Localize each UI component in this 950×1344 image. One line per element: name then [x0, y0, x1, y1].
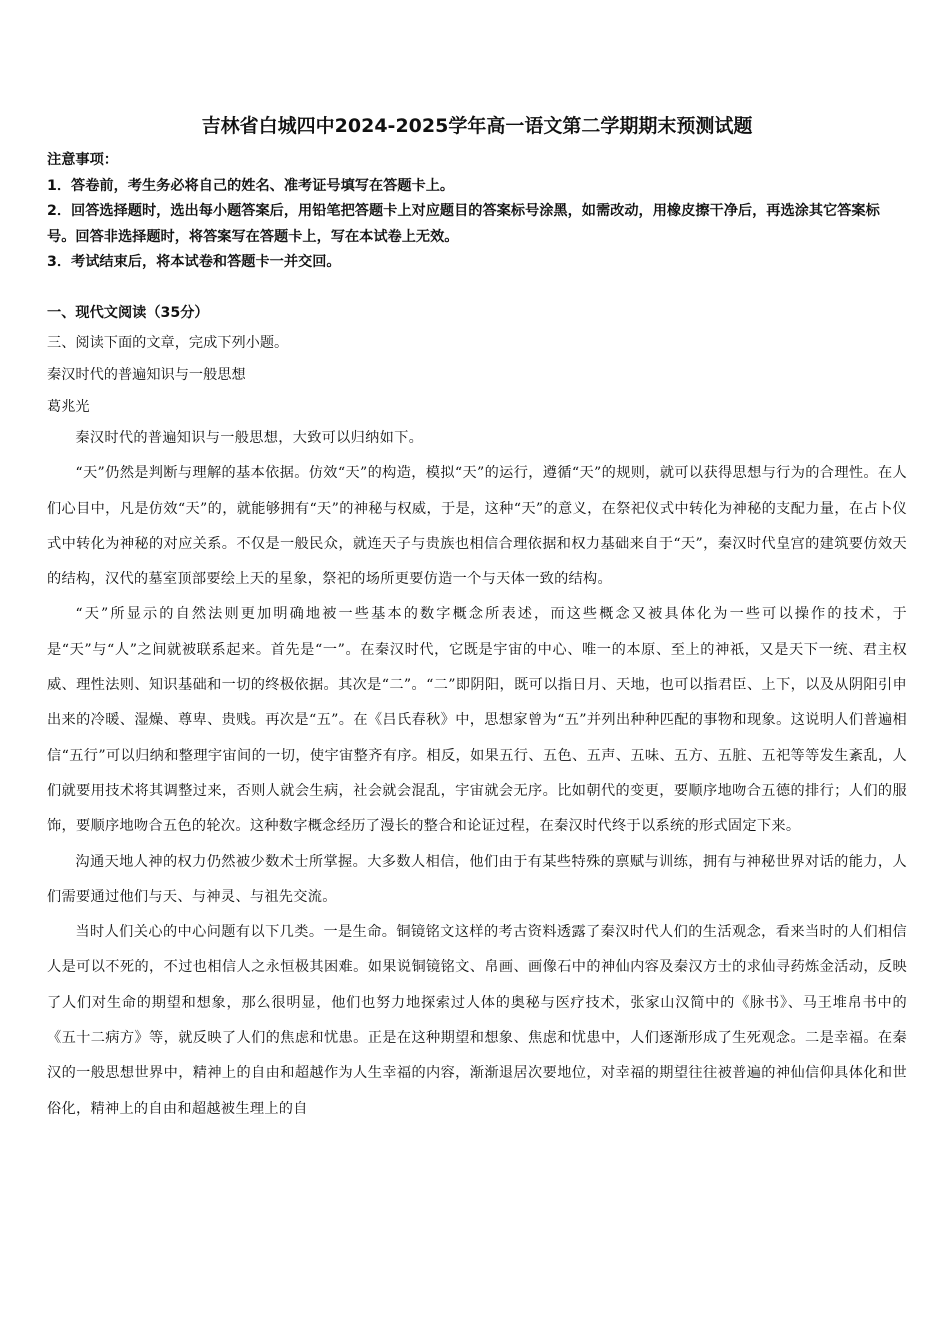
article-paragraph: 秦汉时代的普遍知识与一般思想，大致可以归纳如下。 — [75, 430, 424, 446]
notice-heading: 注意事项： — [47, 152, 118, 168]
reading-section-header — [47, 299, 907, 423]
article-paragraph: “天”所显示的自然法则更加明确地被一些基本的数字概念所表述，而这些概念又被具体化为一些可以操作的技术，于是“天”与“人”之间就被联系起来。首先是“一”。在秦汉时代，它既是宇宙的中心、唯一的本原、至上的神祇，又是天下一统、君主权威、理性法则、知识基础和一切的终极依据。其次是“二”。“二”即阴阳，既可以指日月、天地，也可以指君臣、上下，以及从阴阳引申出来的冷暖、湿燥、尊卑、贵贱。再次是“五”。在《吕氏春秋》中，思想家曾为“五”并列出种种匹配的事物和现象。这说明人们普遍相信“五行”可以归纳和整理宇宙间的一切，使宇宙整齐有序。相反，如果五行、五色、五声、五味、五方、五脏、五祀等等发生紊乱，人们就要用技术将其调整过来，否则人就会生病，社会就会混乱，宇宙就会无序。比如朝代的变更，要顺序地吻合五德的排行；人们的服饰，要顺序地吻合五色的轮次。这种数字概念经历了漫长的整合和论证过程，在秦汉时代终于以系统的形式固定下来。 — [47, 606, 907, 835]
article-paragraph: 当时人们关心的中心问题有以下几类。一是生命。铜镜铭文这样的考古资料透露了秦汉时代人们的生活观念，看来当时的人们相信人是可以不死的，不过也相信人之永恒极其困难。如果说铜镜铭文、帛画、画像石中的神仙内容及秦汉方士的求仙寻药炼金活动，反映了人们对生命的期望和想象，那么很明显，他们也努力地探索过人体的奥秘与医疗技术，张家山汉简中的《脉书》、马王堆帛书中的《五十二病方》等，就反映了人们的焦虑和忧患。正是在这种期望和想象、焦虑和忧患中，人们逐渐形成了生死观念。二是幸福。在秦汉的一般思想世界中，精神上的自由和超越作为人生幸福的内容，渐渐退居次要地位，对幸福的期望往往被普遍的神仙信仰具体化和世俗化，精神上的自由和超越被生理上的自 — [47, 924, 907, 1117]
article-author: 葛兆光 — [47, 399, 90, 415]
section-heading: 一、现代文阅读（35分） — [47, 305, 209, 321]
exam-title: 吉林省白城四中2024-2025学年高一语文第二学期期末预测试题 — [201, 115, 753, 137]
section-instruction: 三、阅读下面的文章，完成下列小题。 — [47, 335, 289, 351]
notice-item-2: 2．回答选择题时，选出每小题答案后，用铅笔把答题卡上对应题目的答案标号涂黑，如需改动，用橡皮擦干净后，再选涂其它答案标号。回答非选择题时，将答案写在答题卡上，写在本试卷上无效。 — [47, 203, 880, 245]
article-body — [47, 421, 907, 1127]
article-paragraph: 沟通天地人神的权力仍然被少数术士所掌握。大多数人相信，他们由于有某些特殊的禀赋与训练，拥有与神秘世界对话的能力，人们需要通过他们与天、与神灵、与祖先交流。 — [47, 853, 907, 905]
notice-item-1: 1．答卷前，考生务必将自己的姓名、准考证号填写在答题卡上。 — [47, 177, 455, 194]
article-paragraph: “天”仍然是判断与理解的基本依据。仿效“天”的构造，模拟“天”的运行，遵循“天”的规则，就可以获得思想与行为的合理性。在人们心目中，凡是仿效“天”的，就能够拥有“天”的神秘与权威，于是，这种“天”的意义，在祭祀仪式中转化为神秘的支配力量，在占卜仪式中转化为神秘的对应关系。不仅是一般民众，就连天子与贵族也相信合理依据和权力基础来自于“天”，秦汉时代皇宫的建筑要仿效天的结构，汉代的墓室顶部要绘上天的星象，祭祀的场所更要仿造一个与天体一致的结构。 — [47, 465, 907, 588]
article-title: 秦汉时代的普遍知识与一般思想 — [47, 367, 246, 383]
notice-item-3: 3．考试结束后，将本试卷和答题卡一并交回。 — [47, 254, 341, 270]
notice-block — [47, 148, 907, 276]
